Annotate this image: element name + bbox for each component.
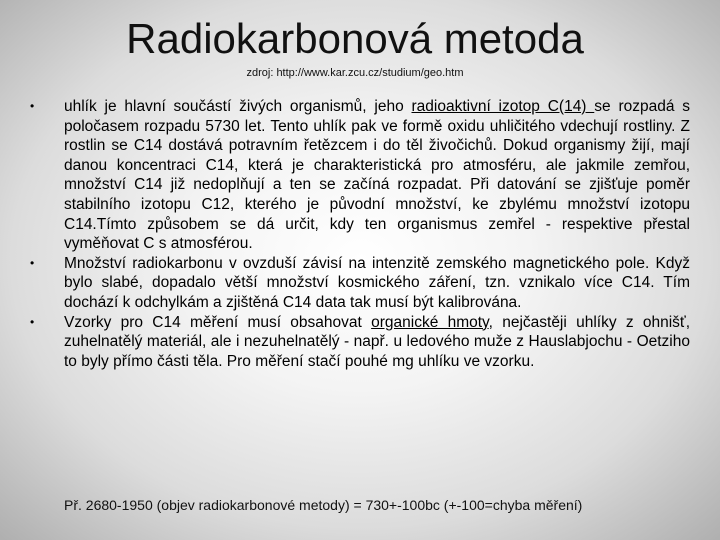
bullet-item xyxy=(30,97,690,254)
source-citation: zdroj: http://www.kar.zcu.cz/studium/geo.htm xyxy=(246,67,464,79)
bullet-text: se rozpadá s poločasem rozpadu 5730 let. Tento uhlík pak ve formě oxidu uhličitého vdechují rostliny. Z rostlin se C14 dostává potravním řetězcem i do těl živočichů. Dokud organismy žijí, mají danou koncentraci C14, která je charakteristická pro atmosféru, ale jakmile zemřou, množství C14 již nedoplňují a ten se začíná rozpadat. Při datování se zjišťuje poměr stabilního izotopu C12, kterého je původní množství, ke zbylému množství izotopu C14.Tímto způsobem se dá určit, kdy ten organismus zemřel - respektive přestal vyměňovat C s atmosférou. xyxy=(64,98,691,253)
bullet-item xyxy=(30,254,690,313)
bullet-text: uhlík je hlavní součástí živých organismů, jeho xyxy=(64,98,412,115)
bullet-dot-icon: • xyxy=(30,314,35,329)
bullet-item xyxy=(30,313,690,372)
example-note: Př. 2680-1950 (objev radiokarbonové metody) = 730+-100bc (+-100=chyba měření) xyxy=(64,497,583,513)
organic-matter-link[interactable]: organické hmoty xyxy=(371,313,489,331)
bullet-dot-icon: • xyxy=(30,99,35,113)
bullet-text: Vzorky pro C14 měření musí obsahovat xyxy=(64,313,372,331)
bullet-text: , nejčastěji uhlíky z ohnišť, zuhelnatělý materiál, ale i nezuhelnatělý - např. u ledového muže z Hauslabjochu - Oetziho to byly přímo části těla. Pro měření stačí pouhé mg uhlíku ve vzorku. xyxy=(64,313,691,370)
bullet-text: Množství radiokarbonu v ovzduší závisí na intenzitě zemského magnetického pole. Když bylo slabé, dopadalo větší množství kosmického záření, tzn. vznikalo více C14. Tím dochází k odchylkám a zjištěná C14 data tak musí být kalibrována. xyxy=(64,254,690,311)
radioactive-isotope-link[interactable]: radioaktivní izotop C(14) xyxy=(411,98,595,115)
bullet-list xyxy=(30,97,690,371)
bullet-dot-icon: • xyxy=(30,255,35,270)
slide-title: Radiokarbonová metoda xyxy=(126,15,584,62)
